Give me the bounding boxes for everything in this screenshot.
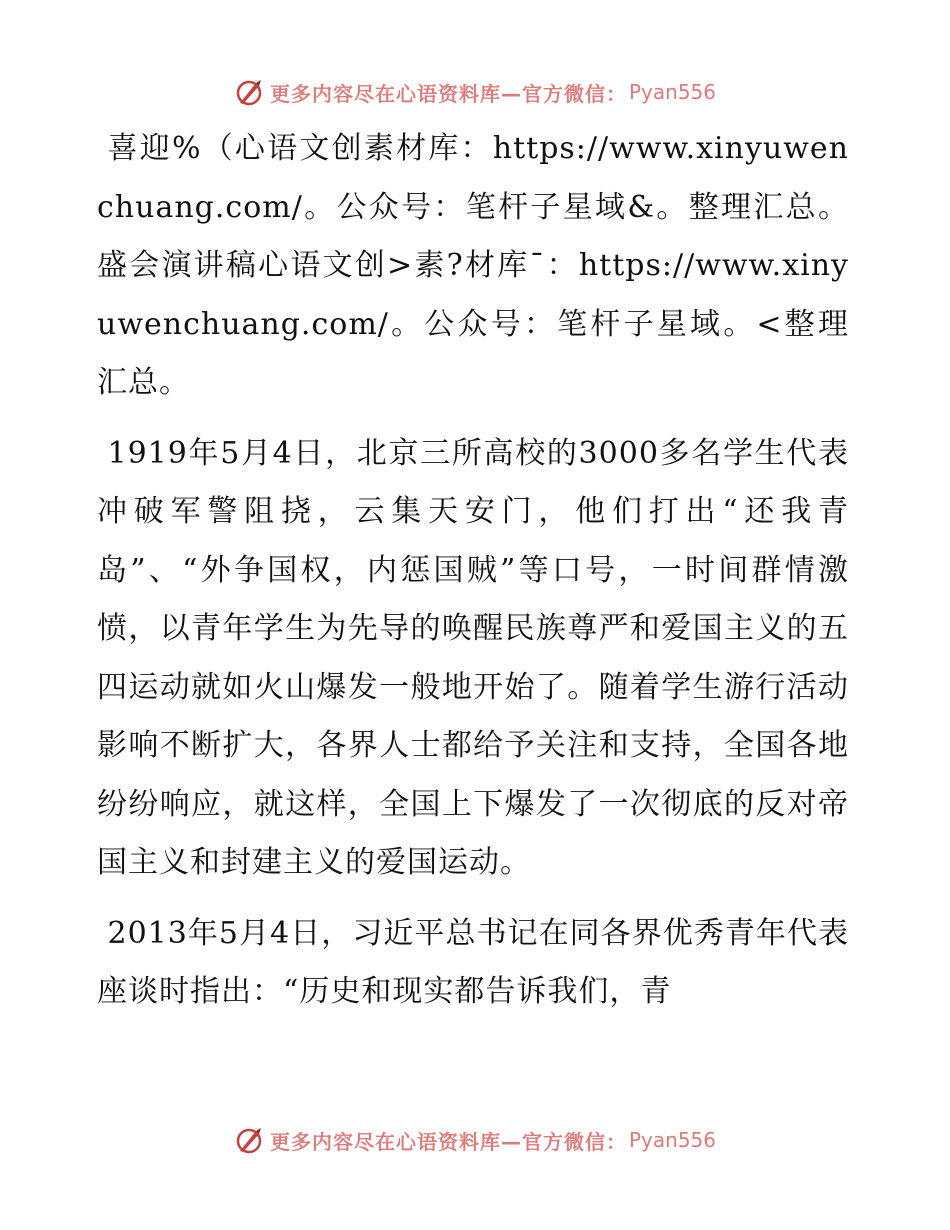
paragraph-history: 1919年5月4日，北京三所高校的3000多名学生代表冲破军警阻挠，云集天安门，他们打出“还我青岛”、“外争国权，内惩国贼”等口号，一时间群情激愤，以青年学生为先导的唤醒民族尊严和爱国主义的五四运动就如火山爆发一般地开始了。随着学生游行活动影响不断扩大，各界人士都给予关注和支持，全国各地纷纷响应，就这样，全国上下爆发了一次彻底的反对帝国主义和封建主义的爱国运动。 — [97, 435, 849, 880]
header-banner — [0, 72, 950, 112]
banner-text: 更多内容尽在心语资料库—官方微信： — [269, 1129, 627, 1154]
document-body — [97, 120, 849, 1034]
banner-text: 更多内容尽在心语资料库—官方微信： — [269, 81, 627, 106]
wechat-account: Pyan556 — [628, 80, 716, 104]
quill-logo-icon — [234, 1125, 264, 1155]
quill-logo-icon — [234, 77, 264, 107]
wechat-account: Pyan556 — [628, 1128, 716, 1152]
footer-banner — [0, 1120, 950, 1160]
paragraph-quote: 2013年5月4日，习近平总书记在同各界优秀青年代表座谈时指出：“历史和现实都告诉我们，青 — [97, 915, 849, 1009]
paragraph-intro: 喜迎%（心语文创素材库：https://www.xinyuwenchuang.com/。公众号：笔杆子星域&。整理汇总。盛会演讲稿心语文创>素?材库¯：https://www.xinyuwenchuang.com/。公众号：笔杆子星域。<整理汇总。 — [97, 131, 849, 400]
